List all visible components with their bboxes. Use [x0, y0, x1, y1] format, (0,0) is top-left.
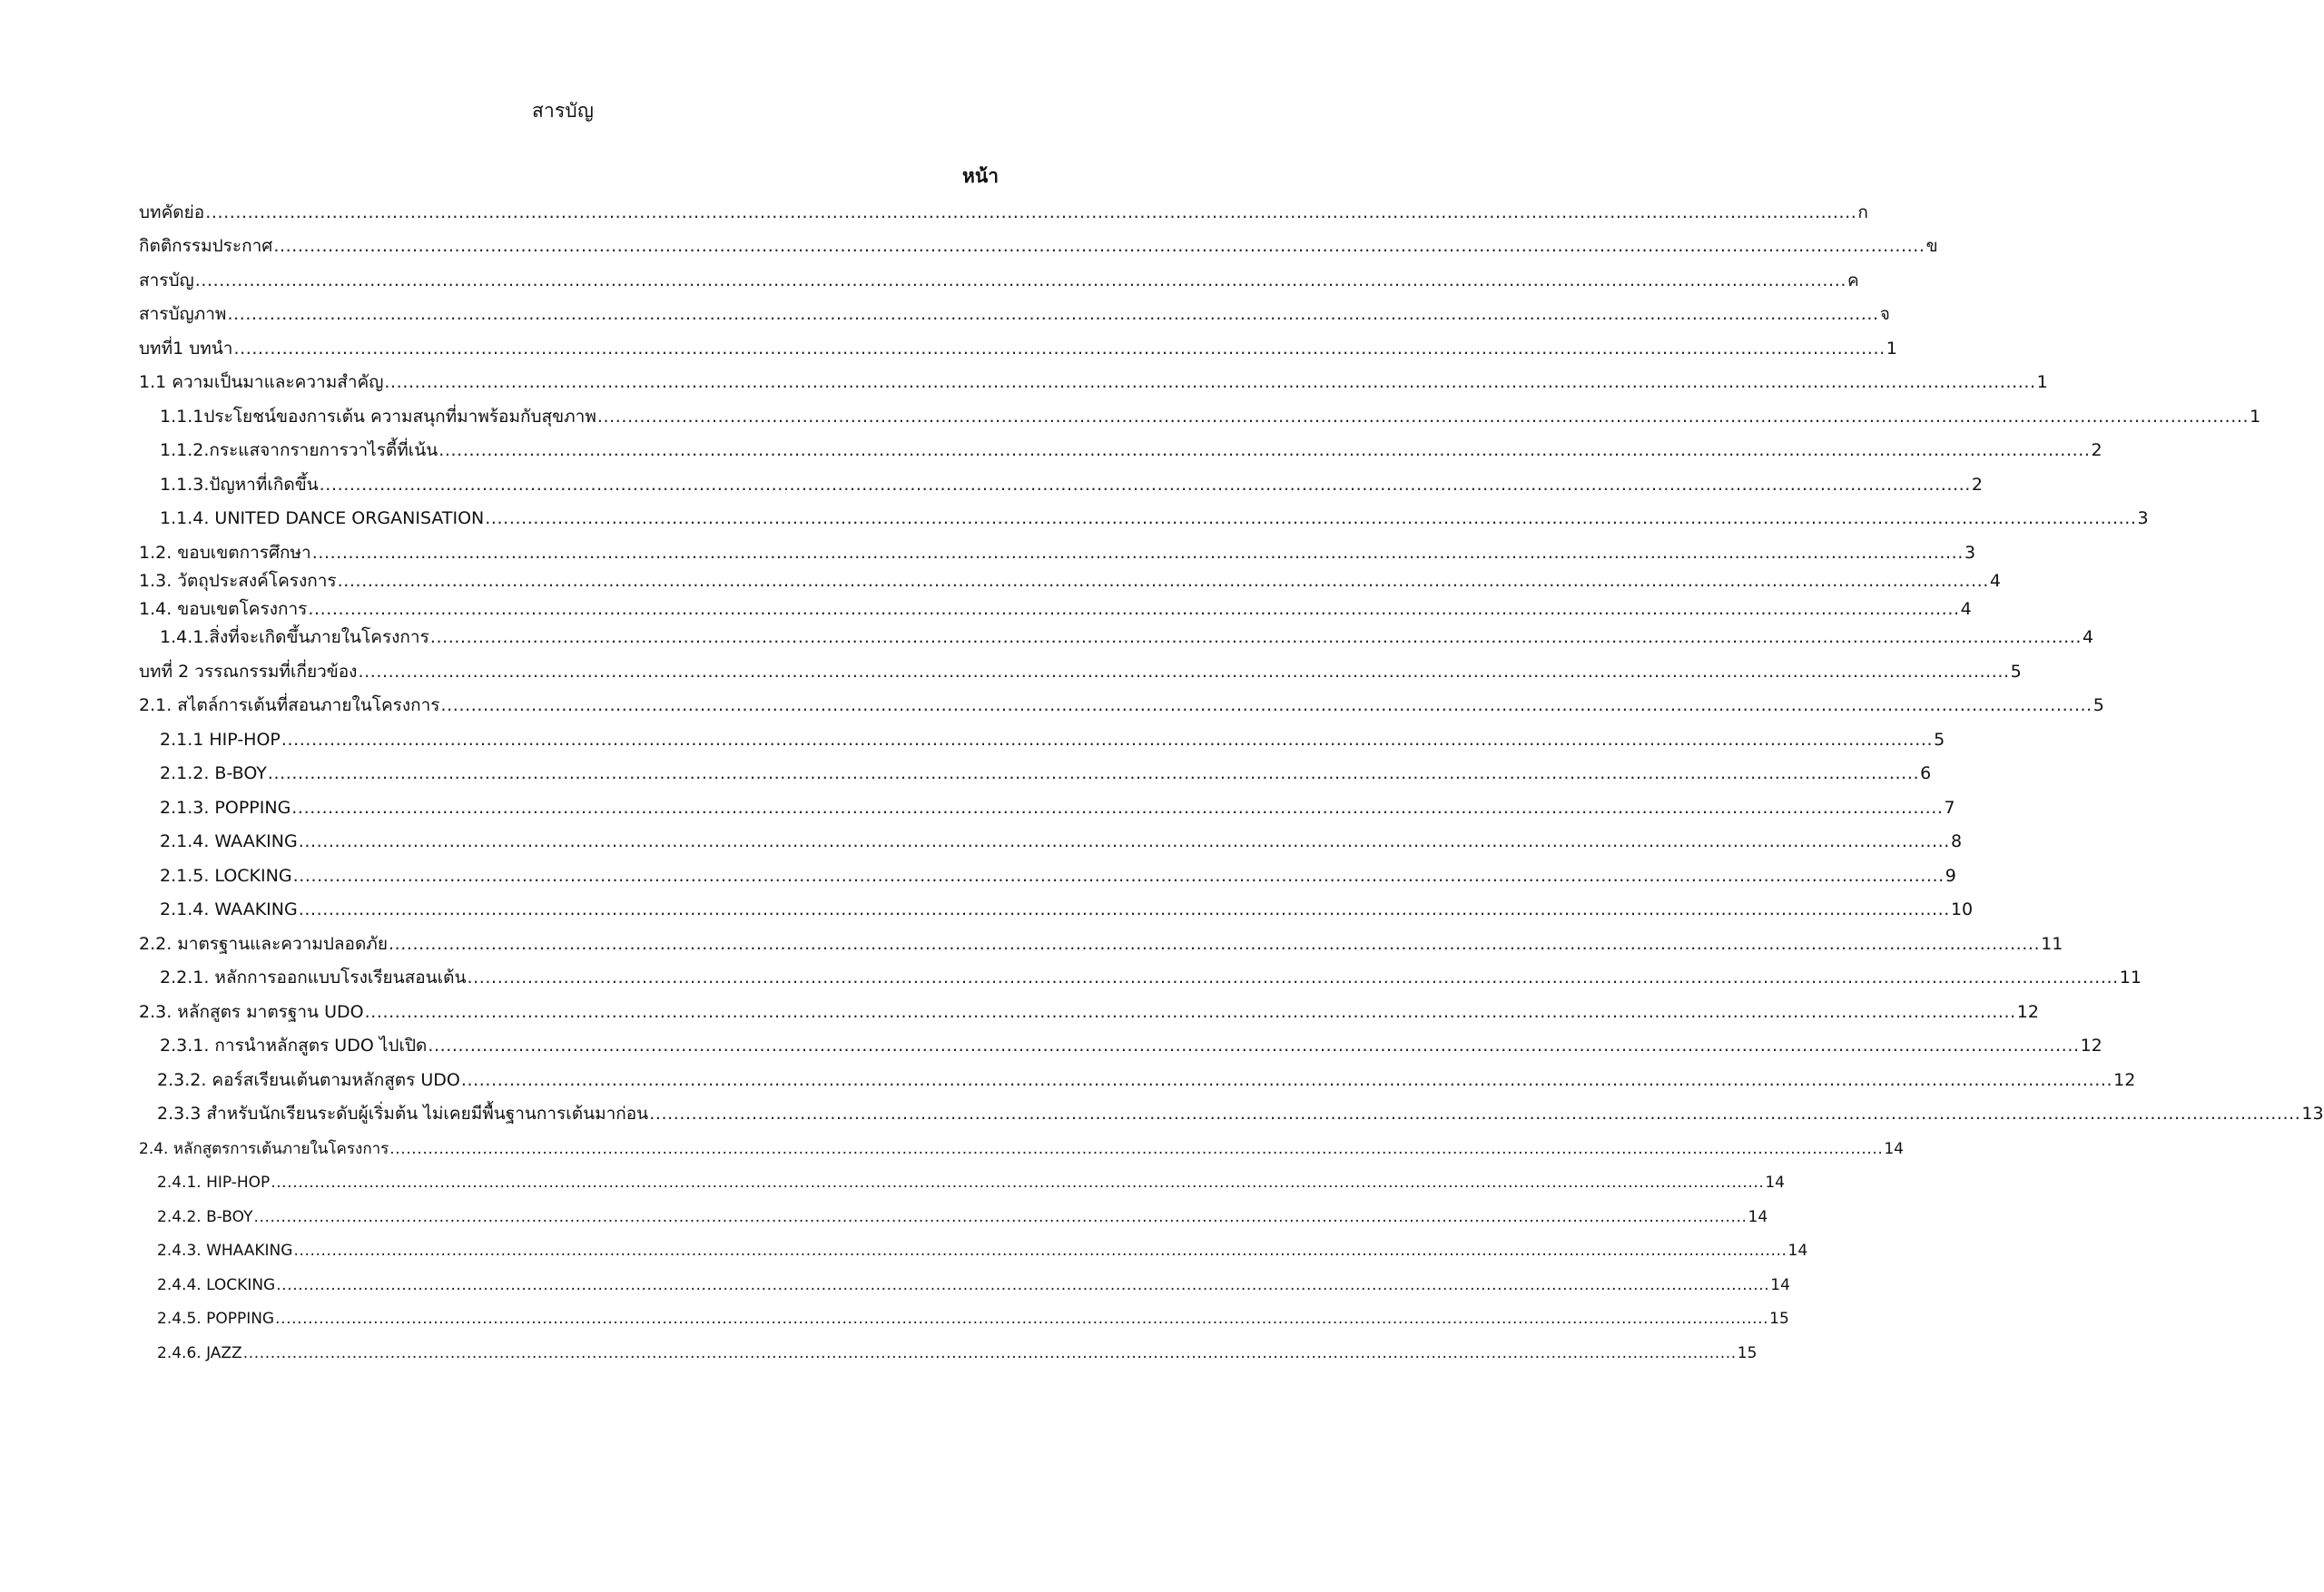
- toc-entry-label: 2.4.1. HIP-HOP: [157, 1174, 271, 1192]
- dot-leader: ..................................................................................................................................................................................................................................................................................: [358, 662, 2010, 682]
- toc-entry-1-1-1[interactable]: [160, 406, 2261, 427]
- toc-entry-page: 12: [2113, 1070, 2136, 1090]
- toc-entry-page: 14: [1787, 1242, 1808, 1260]
- toc-entry-page: 15: [1769, 1310, 1789, 1328]
- toc-entry-2-4-1[interactable]: [157, 1172, 1785, 1194]
- toc-entry-2-1[interactable]: [139, 694, 2104, 716]
- toc-entry-label: 1.1.1ประโยชน์ของการเต้น ความสนุกที่มาพร้อมกับสุขภาพ: [160, 407, 596, 427]
- toc-entry-2-4[interactable]: [139, 1138, 1904, 1160]
- toc-entry-label: 2.3.2. คอร์สเรียนเต้นตามหลักสูตร UDO: [157, 1070, 460, 1090]
- toc-entry-1-1-4[interactable]: [160, 507, 2149, 529]
- toc-entry-label: 1.4. ขอบเขตโครงการ: [139, 599, 308, 619]
- toc-entry-2-1-5[interactable]: [160, 865, 1956, 887]
- toc-entry-contents[interactable]: [139, 270, 1859, 291]
- dot-leader: ..................................................................................................................................................................................................................................................................................: [440, 695, 2093, 715]
- toc-entry-page: 7: [1944, 798, 1955, 818]
- dot-leader: ..................................................................................................................................................................................................................................................................................: [271, 1174, 1765, 1192]
- toc-entry-2-1-1[interactable]: [160, 729, 1945, 751]
- toc-entry-1-1[interactable]: [139, 371, 2048, 393]
- dot-leader: ..................................................................................................................................................................................................................................................................................: [281, 730, 1934, 750]
- toc-entry-2-1-2[interactable]: [160, 762, 1932, 784]
- toc-entry-label: 2.4.2. B-BOY: [157, 1208, 253, 1226]
- toc-entry-page: 8: [1950, 831, 1963, 851]
- toc-entry-page: 3: [1964, 543, 1976, 563]
- toc-entry-page: 5: [2093, 695, 2104, 715]
- toc-entry-2-1-4[interactable]: [160, 830, 1963, 852]
- toc-entry-page: ค: [1846, 270, 1859, 290]
- dot-leader: ..................................................................................................................................................................................................................................................................................: [276, 1276, 1770, 1294]
- dot-leader: ..................................................................................................................................................................................................................................................................................: [253, 1208, 1748, 1226]
- toc-entry-chapter-1[interactable]: [139, 338, 1897, 359]
- toc-entry-1-1-3[interactable]: [160, 474, 1983, 496]
- dot-leader: ..................................................................................................................................................................................................................................................................................: [205, 202, 1857, 222]
- dot-leader: ..................................................................................................................................................................................................................................................................................: [298, 831, 1950, 851]
- toc-entry-abstract[interactable]: [139, 201, 1868, 223]
- toc-entry-2-1-3[interactable]: [160, 797, 1955, 819]
- toc-entry-2-1-4-second[interactable]: [160, 899, 1974, 920]
- toc-entry-label: สารบัญ: [139, 270, 194, 290]
- toc-entry-label: 1.3. วัตถุประสงค์โครงการ: [139, 571, 337, 591]
- dot-leader: ..................................................................................................................................................................................................................................................................................: [364, 1002, 2016, 1022]
- toc-entry-label: 1.1.2.กระแสจากรายการวาไรตี้ที่เน้น: [160, 440, 438, 460]
- toc-entry-1-1-2[interactable]: [160, 439, 2102, 461]
- toc-entry-2-3-2[interactable]: [157, 1069, 2136, 1091]
- toc-entry-label: 2.1.2. B-BOY: [160, 763, 267, 783]
- toc-entry-label: 2.3. หลักสูตร มาตรฐาน UDO: [139, 1002, 364, 1022]
- toc-title: สารบัญ: [531, 100, 595, 122]
- toc-entry-page: 14: [1765, 1174, 1785, 1192]
- toc-entry-2-3-1[interactable]: [160, 1035, 2102, 1056]
- dot-leader: ..................................................................................................................................................................................................................................................................................: [596, 407, 2250, 427]
- dot-leader: ..................................................................................................................................................................................................................................................................................: [428, 1036, 2080, 1056]
- toc-entry-page: 5: [1934, 730, 1945, 750]
- dot-leader: ..................................................................................................................................................................................................................................................................................: [384, 372, 2036, 392]
- toc-entry-page: 2: [2091, 440, 2102, 460]
- toc-entry-label: 2.1.4. WAAKING: [160, 831, 298, 851]
- dot-leader: ..................................................................................................................................................................................................................................................................................: [429, 627, 2083, 647]
- toc-entry-label: 2.1.4. WAAKING: [160, 899, 298, 919]
- toc-entry-chapter-2[interactable]: [139, 661, 2022, 683]
- toc-entry-label: 2.3.3 สำหรับนักเรียนระดับผู้เริ่มต้น ไม่เคยมีพื้นฐานการเต้นมาก่อน: [157, 1104, 649, 1124]
- dot-leader: ..................................................................................................................................................................................................................................................................................: [649, 1104, 2301, 1124]
- dot-leader: ..................................................................................................................................................................................................................................................................................: [242, 1344, 1737, 1362]
- toc-entry-label: 2.1.5. LOCKING: [160, 866, 292, 886]
- dot-leader: ..................................................................................................................................................................................................................................................................................: [337, 571, 1989, 591]
- toc-entry-page: 14: [1748, 1208, 1768, 1226]
- toc-entry-label: บทที่1 บทนำ: [139, 339, 233, 359]
- dot-leader: ..................................................................................................................................................................................................................................................................................: [291, 798, 1944, 818]
- toc-entry-1-3[interactable]: [139, 570, 2001, 592]
- toc-entry-label: บทที่ 2 วรรณกรรมที่เกี่ยวข้อง: [139, 662, 358, 682]
- page-column-header: หน้า: [962, 165, 999, 187]
- dot-leader: ..................................................................................................................................................................................................................................................................................: [311, 543, 1964, 563]
- toc-entry-page: 9: [1945, 866, 1956, 886]
- toc-entry-page: 3: [2137, 508, 2149, 528]
- toc-entry-label: 1.1 ความเป็นมาและความสำคัญ: [139, 372, 384, 392]
- dot-leader: ..................................................................................................................................................................................................................................................................................: [267, 763, 1920, 783]
- dot-leader: ..................................................................................................................................................................................................................................................................................: [194, 270, 1846, 290]
- toc-entry-page: 2: [1971, 475, 1983, 495]
- toc-entry-page: 10: [1950, 899, 1974, 919]
- toc-entry-page: จ: [1879, 304, 1890, 324]
- toc-entry-page: 11: [2119, 968, 2142, 988]
- dot-leader: ..................................................................................................................................................................................................................................................................................: [389, 1140, 1884, 1158]
- toc-entry-label: กิตติกรรมประกาศ: [139, 236, 273, 256]
- toc-entry-page: 5: [2010, 662, 2022, 682]
- toc-entry-page: 6: [1920, 763, 1932, 783]
- toc-entry-figures[interactable]: [139, 303, 1890, 325]
- dot-leader: ..................................................................................................................................................................................................................................................................................: [292, 866, 1945, 886]
- toc-entry-1-4-1[interactable]: [160, 626, 2094, 648]
- toc-entry-label: 1.1.4. UNITED DANCE ORGANISATION: [160, 508, 485, 528]
- toc-entry-page: ก: [1857, 202, 1868, 222]
- dot-leader: ..................................................................................................................................................................................................................................................................................: [227, 304, 1879, 324]
- toc-entry-label: 1.2. ขอบเขตการศึกษา: [139, 543, 311, 563]
- toc-entry-label: 2.1.3. POPPING: [160, 798, 291, 818]
- toc-entry-page: 12: [2016, 1002, 2039, 1022]
- toc-entry-label: 1.1.3.ปัญหาที่เกิดขึ้น: [160, 475, 319, 495]
- toc-entry-1-2[interactable]: [139, 542, 1976, 564]
- toc-entry-page: 4: [2083, 627, 2094, 647]
- toc-entry-page: ข: [1925, 236, 1938, 256]
- toc-entry-2-4-6[interactable]: [157, 1342, 1758, 1364]
- dot-leader: ..................................................................................................................................................................................................................................................................................: [293, 1242, 1787, 1260]
- toc-entry-label: 2.1. สไตล์การเต้นที่สอนภายในโครงการ: [139, 695, 440, 715]
- toc-entry-label: 1.4.1.สิ่งที่จะเกิดขึ้นภายในโครงการ: [160, 627, 429, 647]
- toc-entry-label: 2.4.3. WHAAKING: [157, 1242, 293, 1260]
- toc-entry-page: 14: [1884, 1140, 1904, 1158]
- dot-leader: ..................................................................................................................................................................................................................................................................................: [388, 934, 2041, 954]
- toc-entry-1-4[interactable]: [139, 598, 1972, 620]
- toc-entry-2-2-1[interactable]: [160, 967, 2142, 988]
- dot-leader: ..................................................................................................................................................................................................................................................................................: [438, 440, 2091, 460]
- dot-leader: ..................................................................................................................................................................................................................................................................................: [273, 236, 1925, 256]
- toc-entry-label: 2.1.1 HIP-HOP: [160, 730, 281, 750]
- toc-entry-2-4-5[interactable]: [157, 1308, 1789, 1330]
- toc-entry-page: 15: [1737, 1344, 1758, 1362]
- dot-leader: ..................................................................................................................................................................................................................................................................................: [467, 968, 2119, 988]
- toc-entry-2-4-4[interactable]: [157, 1274, 1790, 1296]
- toc-entry-page: 4: [1989, 571, 2001, 591]
- toc-entry-page: 13: [2301, 1104, 2324, 1124]
- dot-leader: ..................................................................................................................................................................................................................................................................................: [308, 599, 1960, 619]
- toc-entry-label: 2.4.5. POPPING: [157, 1310, 275, 1328]
- dot-leader: ..................................................................................................................................................................................................................................................................................: [298, 899, 1950, 919]
- dot-leader: ..................................................................................................................................................................................................................................................................................: [485, 508, 2137, 528]
- toc-entry-label: 2.4.6. JAZZ: [157, 1344, 242, 1362]
- toc-entry-page: 1: [2036, 372, 2048, 392]
- toc-entry-2-4-2[interactable]: [157, 1206, 1768, 1228]
- dot-leader: ..................................................................................................................................................................................................................................................................................: [460, 1070, 2113, 1090]
- toc-entry-label: 2.4.4. LOCKING: [157, 1276, 276, 1294]
- toc-entry-acknowledgement[interactable]: [139, 235, 1938, 257]
- toc-entry-page: 14: [1770, 1276, 1790, 1294]
- dot-leader: ..................................................................................................................................................................................................................................................................................: [233, 339, 1886, 359]
- toc-entry-page: 1: [2250, 407, 2261, 427]
- dot-leader: ..................................................................................................................................................................................................................................................................................: [319, 475, 1971, 495]
- toc-entry-label: บทคัดย่อ: [139, 202, 205, 222]
- toc-entry-label: 2.2.1. หลักการออกแบบโรงเรียนสอนเต้น: [160, 968, 467, 988]
- toc-entry-page: 1: [1886, 339, 1897, 359]
- toc-entry-2-2[interactable]: [139, 933, 2063, 955]
- toc-entry-label: 2.4. หลักสูตรการเต้นภายในโครงการ: [139, 1140, 389, 1158]
- toc-entry-label: สารบัญภาพ: [139, 304, 227, 324]
- toc-entry-2-4-3[interactable]: [157, 1240, 1808, 1262]
- toc-entry-2-3[interactable]: [139, 1001, 2039, 1023]
- toc-entry-label: 2.3.1. การนำหลักสูตร UDO ไปเปิด: [160, 1036, 428, 1056]
- toc-entry-label: 2.2. มาตรฐานและความปลอดภัย: [139, 934, 388, 954]
- toc-entry-page: 11: [2041, 934, 2063, 954]
- toc-entry-page: 12: [2080, 1036, 2102, 1056]
- toc-entry-page: 4: [1960, 599, 1972, 619]
- toc-entry-2-3-3[interactable]: [157, 1103, 2324, 1125]
- dot-leader: ..................................................................................................................................................................................................................................................................................: [275, 1310, 1769, 1328]
